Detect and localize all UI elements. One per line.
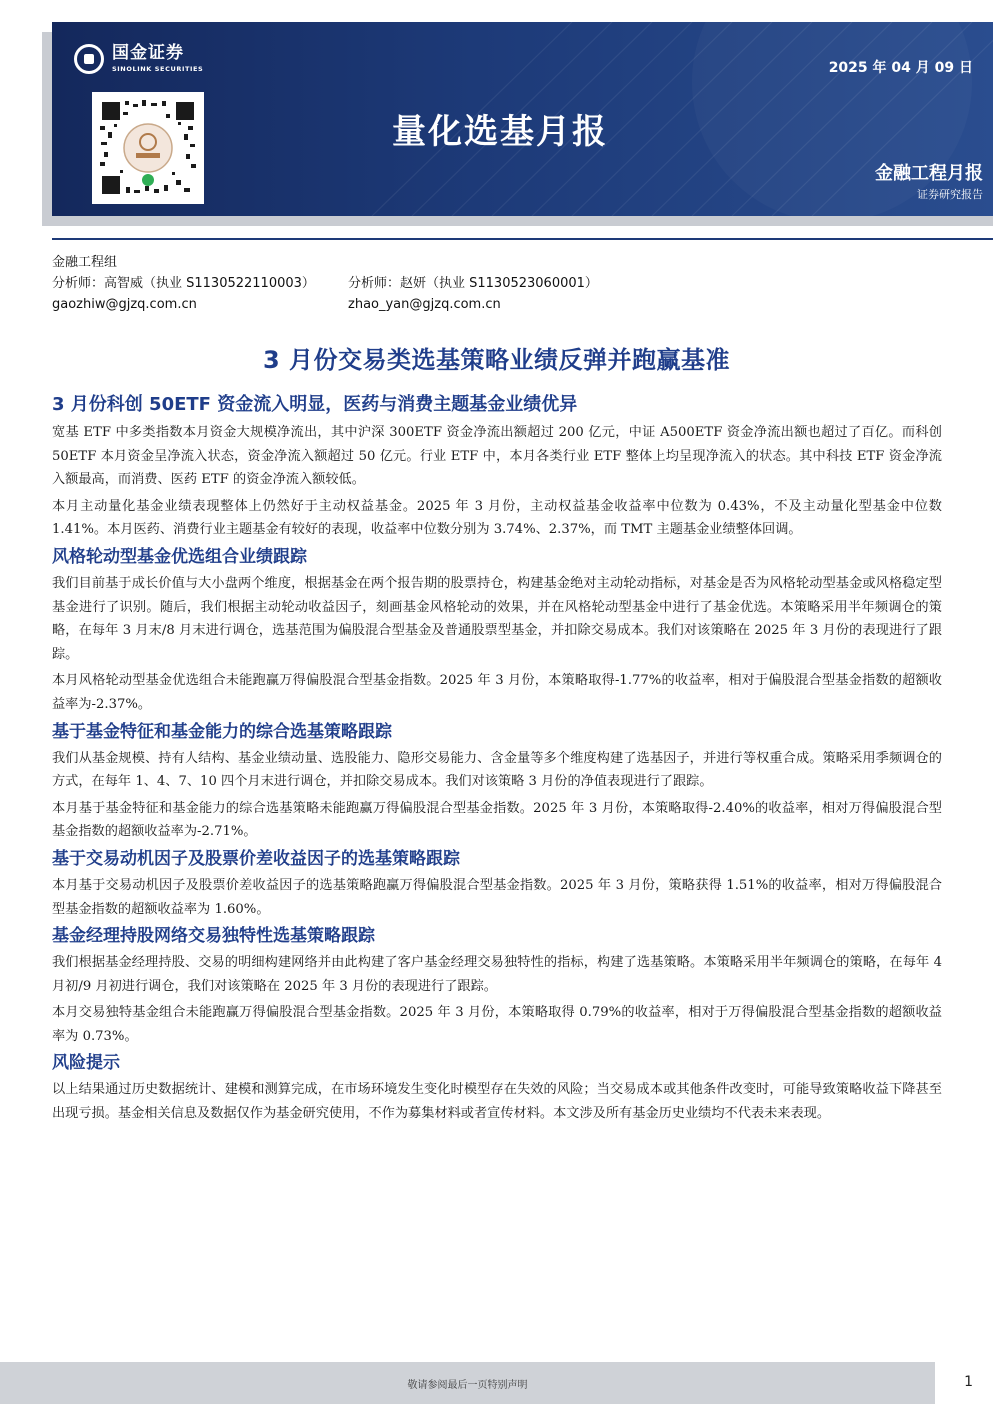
paragraph: 我们根据基金经理持股、交易的明细构建网络并由此构建了客户基金经理交易独特性的指标，构建了选基策略。本策略采用半年频调仓的策略，在每年 4 月初/9 月初进行调仓，我们对该策略在 2025 年 3 月份的表现进行了跟踪。 — [52, 955, 942, 994]
analyst-1: 分析师：高智威（执业 S1130522110003） — [52, 276, 315, 291]
analyst-2: 分析师：赵妍（执业 S1130523060001） — [348, 276, 598, 291]
section-heading: 基于交易动机因子及股票价差收益因子的选基策略跟踪 — [52, 848, 460, 869]
page-number: 1 — [964, 1374, 973, 1390]
report-date: 2025 年 04 月 09 日 — [828, 60, 973, 76]
paragraph: 本月基于基金特征和基金能力的综合选基策略未能跑赢万得偏股混合型基金指数。2025 年 3 月份，本策略取得-2.40%的收益率，相对万得偏股混合型基金指数的超额收益率为-2.71%。 — [52, 800, 942, 840]
report-body — [52, 393, 942, 1129]
report-type: 金融工程月报 — [875, 163, 983, 184]
page-number-box — [935, 1362, 993, 1404]
team-name: 金融工程组 — [52, 255, 118, 270]
page-footer — [0, 1362, 993, 1404]
section-heading: 风格轮动型基金优选组合业绩跟踪 — [52, 546, 307, 567]
author-block — [52, 252, 598, 315]
analyst-2-email[interactable]: zhao_yan@gjzq.com.cn — [348, 297, 501, 312]
section-heading: 基于基金特征和基金能力的综合选基策略跟踪 — [52, 721, 392, 742]
paragraph: 我们从基金规模、持有人结构、基金业绩动量、选股能力、隐形交易能力、含金量等多个维度构建了选基因子，并进行等权重合成。策略采用季频调仓的方式，在每年 1、4、7、10 四个月末进行调仓，并扣除交易成本。我们对该策略 3 月份的净值表现进行了跟踪。 — [52, 750, 942, 790]
logo-name-cn: 国金证券 — [112, 43, 184, 64]
paragraph: 本月交易独特基金组合未能跑赢万得偏股混合型基金指数。2025 年 3 月份，本策略取得 0.79%的收益率，相对于万得偏股混合型基金指数的超额收益率为 0.73%。 — [52, 1005, 942, 1044]
paragraph: 以上结果通过历史数据统计、建模和测算完成，在市场环境发生变化时模型存在失效的风险；当交易成本或其他条件改变时，可能导致策略收益下降甚至出现亏损。基金相关信息及数据仅作为基金研究使用，不作为募集材料或者宣传材料。本文涉及所有基金历史业绩均不代表未来表现。 — [52, 1082, 942, 1122]
logo-icon — [74, 44, 104, 74]
paragraph: 我们目前基于成长价值与大小盘两个维度，根据基金在两个报告期的股票持仓，构建基金绝对主动轮动指标，对基金是否为风格轮动型基金或风格稳定型基金进行了识别。随后，我们根据主动轮动收益因子，刻画基金风格轮动的效果，并在风格轮动型基金中进行了基金优选。本策略采用半年频调仓的策略，在每年 3 月末/8 月末进行调仓，选基范围为偏股混合型基金及普通股票型基金，并扣除交易成本。我们对该策略在 2025 年 3 月份的表现进行了跟踪。 — [52, 575, 942, 662]
company-logo — [74, 44, 203, 74]
paragraph: 宽基 ETF 中多类指数本月资金大规模净流出，其中沪深 300ETF 资金净流出额超过 200 亿元，中证 A500ETF 资金净流出额也超过了百亿。而科创 50ETF 本月资金呈净流入状态，资金净流入额超过 50 亿元。行业 ETF 中，本月各类行业 ETF 整体上均呈现净流入的状态。其中科技 ETF 资金净流入额最高，而消费、医药 ETF 的资金净流入额较低。 — [52, 425, 942, 488]
paragraph: 本月风格轮动型基金优选组合未能跑赢万得偏股混合型基金指数。2025 年 3 月份，本策略取得-1.77%的收益率，相对于偏股混合型基金指数的超额收益率为-2.37%。 — [52, 673, 942, 712]
paragraph: 本月主动量化基金业绩表现整体上仍然好于主动权益基金。2025 年 3 月份，主动权益基金收益率中位数为 0.43%，不及主动量化型基金中位数 1.41%。本月医药、消费行业主题基金有较好的表现，收益率中位数分别为 3.74%、2.37%，而 TMT 主题基金业绩整体回调。 — [52, 498, 942, 538]
logo-name-en: SINOLINK SECURITIES — [112, 65, 204, 74]
section-heading-risk: 风险提示 — [52, 1053, 120, 1074]
header-divider — [52, 238, 993, 240]
analyst-1-email[interactable]: gaozhiw@gjzq.com.cn — [52, 297, 197, 312]
report-category: 证券研究报告 — [917, 188, 983, 201]
report-title: 量化选基月报 — [392, 112, 608, 152]
section-heading: 3 月份科创 50ETF 资金流入明显，医药与消费主题基金业绩优异 — [52, 394, 578, 415]
report-banner — [52, 22, 993, 216]
qr-code-icon — [92, 92, 204, 204]
disclaimer-note: 敬请参阅最后一页特别声明 — [407, 1380, 528, 1391]
report-headline: 3 月份交易类选基策略业绩反弹并跑赢基准 — [262, 346, 731, 374]
section-heading: 基金经理持股网络交易独特性选基策略跟踪 — [52, 926, 375, 947]
paragraph: 本月基于交易动机因子及股票价差收益因子的选基策略跑赢万得偏股混合型基金指数。2025 年 3 月份，策略获得 1.51%的收益率，相对万得偏股混合型基金指数的超额收益率为 1.60%。 — [52, 877, 942, 917]
